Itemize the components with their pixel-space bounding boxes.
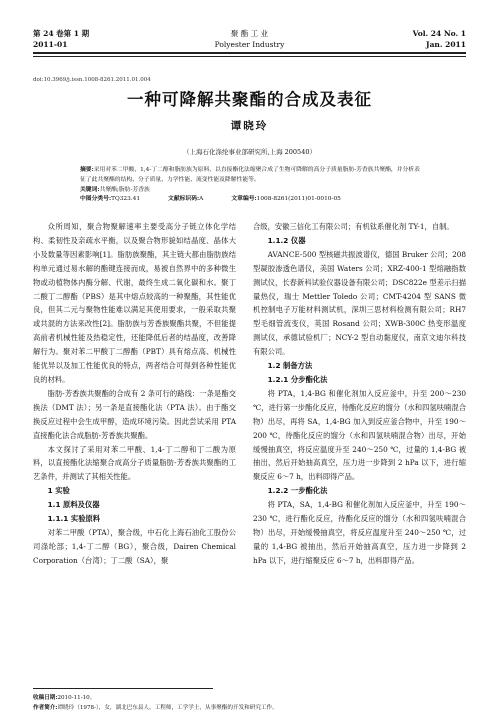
footnote [33,693,463,713]
journal-name-cn: 聚 酯 工 业 [230,29,269,38]
footnote-rule [33,688,213,689]
issue-date: 2011-01 [33,40,68,49]
article-number-label: 文章编号: [231,196,257,203]
paragraph: 将 PTA，1,4-BG 和催化剂加入反应釜中，升至 200～230 ℃，进行第一步酯化反应，待酯化反应的馏分（水和四氢呋喃混合物）出尽，再将 SA，1,4-BG 加入到反应釜合物中，升至 190～200 ℃，待酯化反应的馏分（水和四氢呋喃混合物）出尽，开始缓慢抽真空，将反应温度升至 240～250 ℃，过量的 1,4-BG 被抽出，然后开始抽高真空，压力进一步降到 2 hPa 以下，进行缩聚反应 6～7 h，出料即得产品。 [253,388,466,482]
article-number-value: 1008-8261(2011)01-0010-05 [256,196,341,203]
subsection-heading: 1.1.2 仪器 [267,235,306,245]
running-header [33,28,466,50]
volume-issue-en: Vol. 24 No. 1 [412,29,466,38]
clc-label: 中图分类号: [80,196,112,203]
header-rule-top [33,52,466,54]
paragraph: 众所周知，聚合物聚解速率主要受高分子链立体化学结构、柔韧性及亲疏水平衡，以及聚合物形貌如结晶度、晶体大小及数量等因素影响[1]。脂肪族聚酯，其主链大都由脂肪族结构单元通过易水解的酯键连接而成，易被自然界中的多种微生物或动植物体内酶分解、代谢，最终生成二氧化碳和水。聚丁二酸丁二醇酯（PBS）是其中熔点较高的一种聚酯，其性能优良，但其二元与聚物性能难以满足其使用要求，一般采取共聚或共混的方法来改性[2]。脂肪族与芳香族聚酯共聚，不但能提高前者机械性能及热稳定性，还能降低后者的结晶度，改善降解行为。聚对苯二甲酸丁二醇酯（PBT）具有熔点高、机械性能优异以及加工性能优良的特点，两者结合可得到各种性能优良的材料。 [33,222,236,384]
journal-name-en: Polyester Industry [214,40,285,49]
section-heading: 1 实验 [47,486,70,496]
paragraph: 脂肪-芳香族共聚酯的合成有 2 条可行的路线：一条是酯交换法（DMT 法）；另一条是直接酯化法（PTA 法）。由于酯交换反应过程中会生成甲醇，造成环境污染。因此尝试采用 PTA 直接酯化法合成脂肪-芳香族共聚酯。 [33,388,236,440]
subsection-heading: 1.2.1 分步酯化法 [267,374,328,384]
keywords-text: 共聚酯;脂肪-芳香族 [99,186,150,193]
subsection-heading: 1.1.1 实验原料 [47,514,101,524]
doi: doi:10.3969/j.issn.1008-8261.2011.01.004 [33,77,151,83]
article-author: 谭晓玲 [230,120,269,132]
received-label: 收稿日期: [33,695,58,701]
author-bio: 谭晓玲（1978-），女，湖北巴东县人，工程师，工学学士，从事聚酯的开发和研究工作。 [57,705,278,711]
keywords-label: 关键词: [80,186,100,193]
left-column [33,220,236,568]
paragraph: 对苯二甲酸（PTA），聚合级，中石化上海石油化工股份公司涤纶部；1,4-丁二醇（BG），聚合级，Dairen Chemical Corporation（台湾）；丁二酸（SA），聚 [33,527,236,565]
header-rule-bottom [33,56,466,57]
paragraph: 合级，安徽三信化工有限公司；有机钛系催化剂 TY-1，自制。 [253,222,454,231]
abstract-label: 摘要: [80,167,94,173]
doc-code-value: A [199,196,204,203]
paragraph: 本文探讨了采用对苯二甲酸、1,4-丁二醇和丁二酸为原料，以直接酯化法缩聚合成高分子质量脂肪-芳香族共聚酯的工艺条件，并测试了其相关性能。 [33,444,236,482]
volume-issue: 第 24 卷第 1 期 [33,29,90,38]
clc-value: TQ323.41 [111,196,141,203]
abstract-block [80,166,425,205]
author-bio-label: 作者简介: [33,705,58,711]
doc-code-label: 文献标识码: [168,196,200,203]
subsection-heading: 1.2 制备方法 [267,361,313,371]
abstract-text: 采用对苯二甲酸、1,4-丁二醇和脂肪族为原料，以直接酯化法缩聚合成了生物可降解的高分子质量脂肪-芳香族共聚酯，并分析表征了此共聚酯的结构、分子质量、力学性能、流变性能及降解性能等。 [80,167,420,183]
paragraph: AVANCE-500 型核磁共振波谱仪，德国 Bruker 公司；208 型凝胶渗透色谱仪，美国 Waters 公司；XRZ-400-1 型熔融指数测试仪，长春新科试验仪器设备有限公司；DSC822e 型差示扫描量热仪，瑞士 Mettler Toledo 公司；CMT-4204 型 SANS 微机控制电子万能材料测试机，深圳三思材料检测有限公司；RH7 型毛细管流变仪，英国 Rosand 公司；XWB-300C 热变形温度测试仪，承德试验机厂；NCY-2 型自动黏度仪，南京文迪尔科技有限公司。 [253,249,466,357]
affiliation: （上海石化涤纶事业部研究所,上海 200540） [183,148,316,156]
subsection-heading: 1.1 原料及仪器 [47,500,100,510]
issue-date-en: Jan. 2011 [426,40,466,49]
classification-line [80,195,425,205]
subsection-heading: 1.2.2 一步酯化法 [267,486,328,496]
right-column [253,220,466,568]
paragraph: 将 PTA，SA，1,4-BG 和催化剂加入反应釜中，升至 190～230 ℃，进行酯化反应，待酯化反应的馏分（水和四氢呋喃混合物）出尽，开始缓慢抽真空，将反应温度升至 240～250 ℃，过量的 1,4-BG 被抽出，然后开始抽高真空，压力进一步降到 2 hPa 以下，进行缩聚反应 6～7 h，出料即得产品。 [253,500,466,565]
received-date: 2010-11-10。 [57,695,96,701]
article-title: 一种可降解共聚酯的合成及表征 [127,90,372,109]
